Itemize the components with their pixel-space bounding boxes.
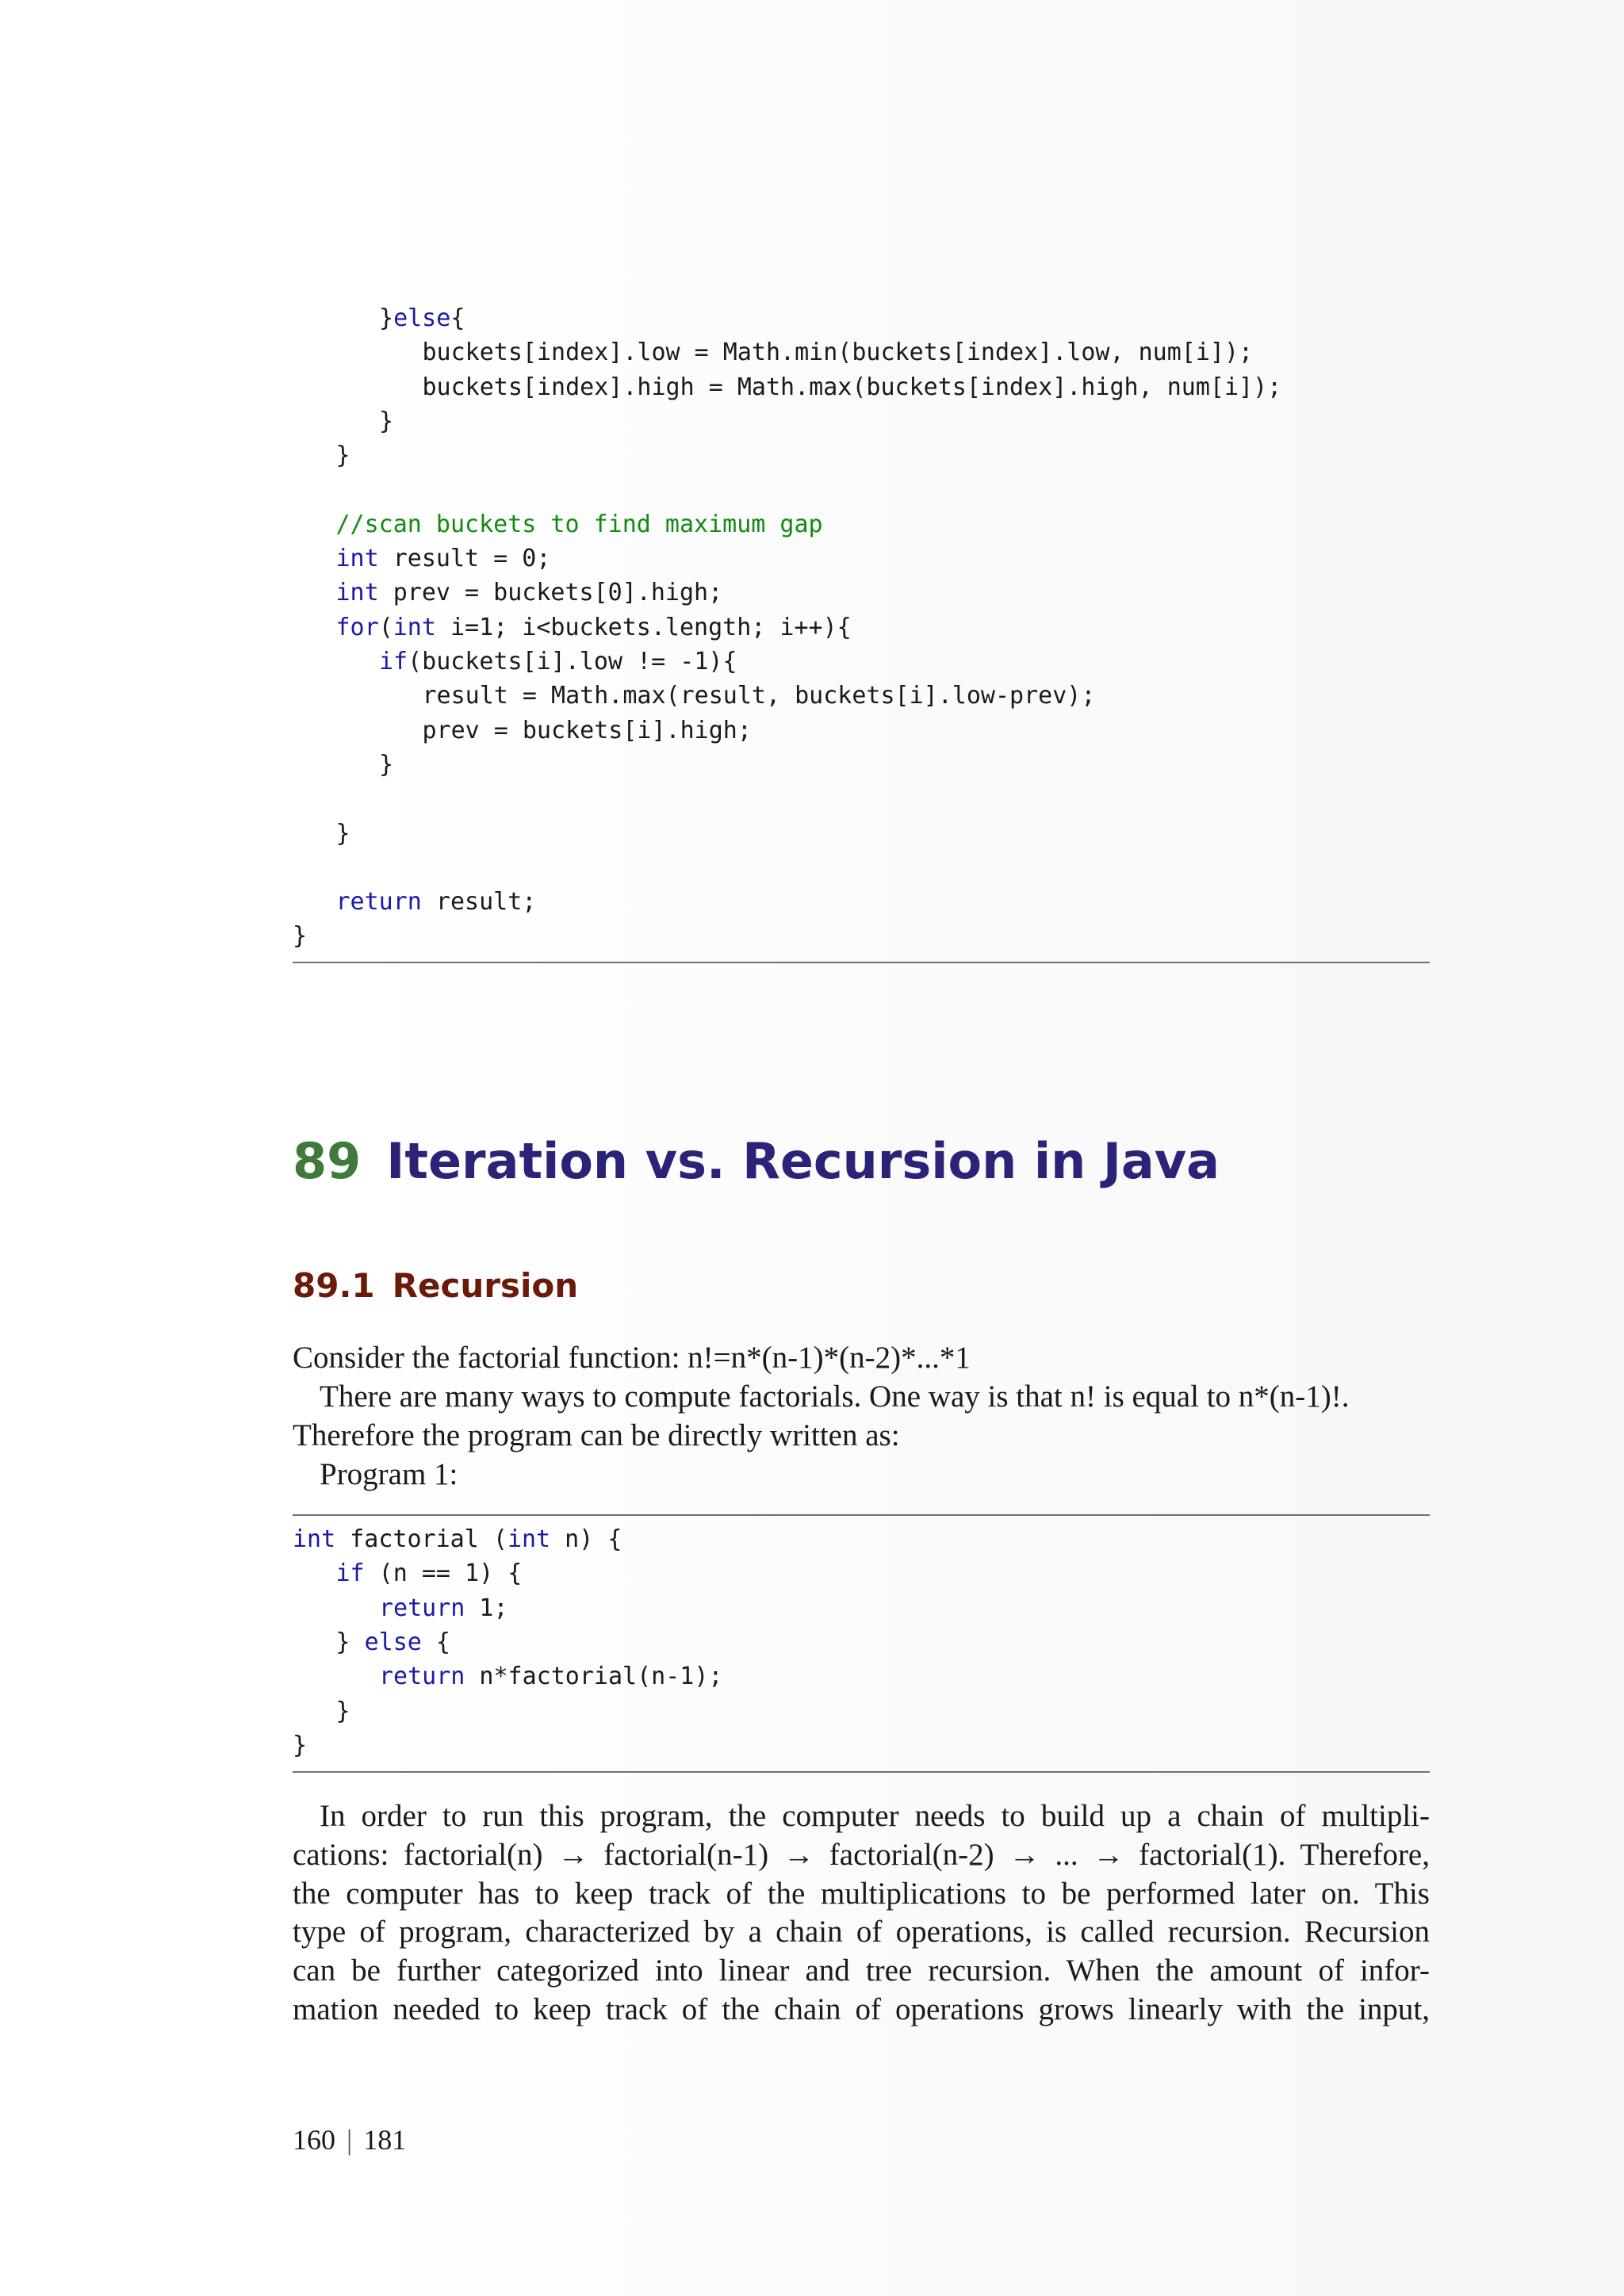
paragraph-line: In order to run this program, the computer needs to build up a chain of multipli- (320, 1799, 1430, 1833)
code-line (379, 404, 393, 438)
code-line (336, 817, 350, 851)
paragraph-line: type of program, characterized by a chain of operations, is called recursion. Recursion (293, 1915, 1430, 1950)
section-title: Recursion (392, 1266, 579, 1305)
code-line (336, 1556, 523, 1590)
code-line (336, 438, 350, 473)
code-line (336, 576, 723, 610)
code-keyword: int (507, 1525, 551, 1553)
code-bottom-rule (293, 962, 1430, 963)
code-line (423, 679, 1096, 713)
code-line (379, 1591, 508, 1625)
code-text: } (379, 750, 394, 779)
code-line (336, 610, 852, 645)
code-line (336, 541, 551, 576)
paragraph-line: the computer has to keep track of the multiplications to be performed later on. This (293, 1876, 1430, 1911)
code-keyword: return (335, 888, 422, 916)
code-keyword: else (393, 304, 451, 332)
code-text: result; (421, 888, 537, 916)
code-text: { (450, 304, 465, 332)
code-text: buckets[index].high = Math.max(buckets[index].high, num[i]); (422, 373, 1282, 401)
code-keyword: int (335, 579, 379, 607)
intro-line: Consider the factorial function: n!=n*(n-1)*(n-2)*...*1 (293, 1341, 971, 1375)
code-text: ( (378, 613, 393, 641)
code-line (423, 370, 1282, 404)
code-text: prev = buckets[i].high; (422, 716, 752, 744)
code-top-rule (293, 1514, 1430, 1516)
code-line (379, 301, 465, 335)
paragraph-line: cations: factorial(n) → factorial(n-1) → factorial(n-2) → ... → factorial(1). Therefore, (293, 1837, 1430, 1872)
code-line (293, 919, 307, 953)
code-text: buckets[index].low = Math.min(buckets[index].low, num[i]); (422, 339, 1254, 367)
page-number: 160 (293, 2124, 335, 2156)
code-text: } (335, 442, 350, 470)
code-text: i=1; i<buckets.length; i++){ (435, 613, 852, 641)
page-total: 181 (363, 2124, 407, 2156)
page-footer (293, 2123, 406, 2156)
code-text: } (335, 1697, 350, 1725)
section-heading (293, 1262, 578, 1310)
code-text: } (335, 1628, 365, 1656)
intro-line: Therefore the program can be directly written as: (293, 1418, 900, 1452)
code-text: prev = buckets[0].high; (378, 579, 723, 607)
code-keyword: for (335, 613, 379, 641)
chapter-title: Iteration vs. Recursion in Java (386, 1132, 1220, 1190)
code-line (336, 507, 823, 541)
code-text: factorial ( (335, 1525, 508, 1553)
code-bottom-rule (293, 1771, 1430, 1773)
code-line (423, 714, 752, 748)
paragraph-line: mation needed to keep track of the chain of operations grows linearly with the input, (293, 1992, 1430, 2026)
code-text: { (421, 1628, 450, 1656)
code-line (379, 1659, 722, 1693)
code-text: } (293, 922, 308, 951)
page-separator: | (347, 2124, 353, 2156)
code-text: } (335, 819, 350, 848)
chapter-number: 89 (293, 1132, 362, 1190)
code-text: } (379, 304, 394, 332)
code-text: (n == 1) { (364, 1559, 523, 1588)
code-keyword: return (379, 1663, 465, 1691)
paragraph-line: can be further categorized into linear and tree recursion. When the amount of infor- (293, 1954, 1430, 1988)
section-number: 89.1 (293, 1266, 375, 1305)
code-text: result = Math.max(result, buckets[i].low-prev); (422, 682, 1096, 710)
code-line (336, 1625, 451, 1659)
code-line (336, 885, 537, 919)
code-keyword: if (335, 1559, 365, 1588)
chapter-heading (293, 1126, 1220, 1197)
code-line (293, 1522, 622, 1556)
code-line (293, 1728, 307, 1762)
code-keyword: else (364, 1628, 422, 1656)
code-line (379, 645, 737, 679)
code-text: 1; (465, 1594, 508, 1622)
code-text: (buckets[i].low != -1){ (408, 648, 737, 675)
code-line (379, 748, 393, 782)
code-keyword: int (393, 613, 436, 641)
code-line (336, 1694, 350, 1728)
code-keyword: return (379, 1594, 465, 1622)
code-text: n*factorial(n-1); (465, 1663, 723, 1691)
code-text: } (293, 1731, 308, 1759)
code-text: } (379, 407, 394, 435)
code-keyword: int (293, 1525, 336, 1553)
code-text: result = 0; (378, 545, 551, 573)
intro-line: There are many ways to compute factorials. One way is that n! is equal to n*(n-1)!. (320, 1380, 1350, 1414)
intro-line: Program 1: (320, 1457, 458, 1491)
code-comment: //scan buckets to find maximum gap (335, 510, 823, 538)
code-keyword: if (379, 648, 408, 675)
code-keyword: int (335, 545, 379, 573)
code-line (423, 335, 1254, 369)
code-text: n) { (550, 1525, 622, 1553)
